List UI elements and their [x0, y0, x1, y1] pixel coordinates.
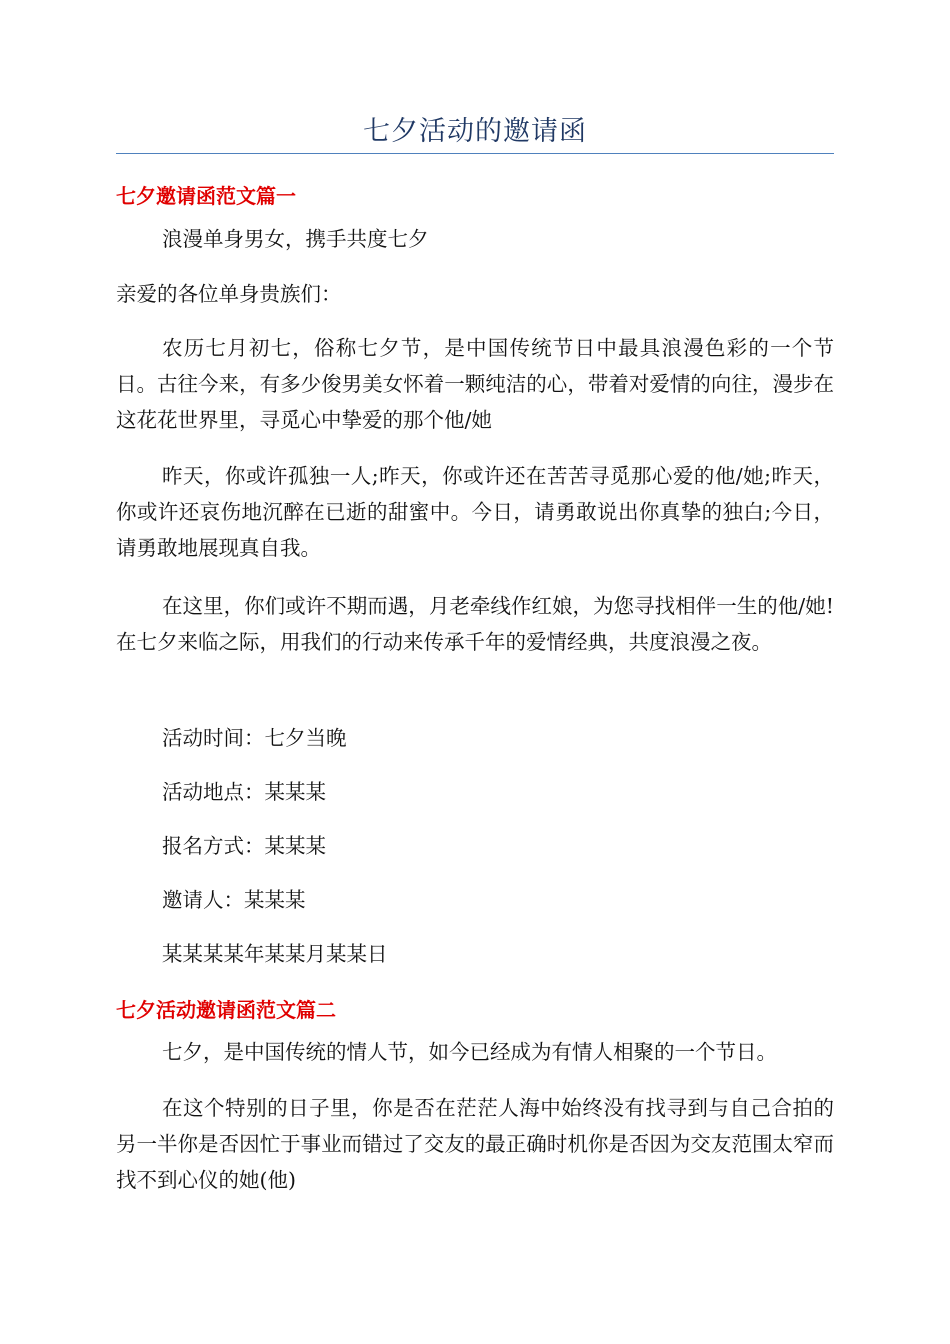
section2-paragraph-2: 在这个特别的日子里，你是否在茫茫人海中始终没有找寻到与自己合拍的另一半你是否因忙于事业而错过了交友的最正确时机你是否因为交友范围太窄而找不到心仪的她(他): [116, 1096, 834, 1192]
event-time: 活动时间：七夕当晚: [162, 726, 347, 750]
section-heading-2: 七夕活动邀请函范文篇二: [116, 998, 336, 1022]
section2-paragraph-1: 七夕，是中国传统的情人节，如今已经成为有情人相聚的一个节日。: [162, 1040, 777, 1064]
body-paragraph-3: 在这里，你们或许不期而遇，月老牵线作红娘，为您寻找相伴一生的他/她!在七夕来临之际，用我们的行动来传承千年的爱情经典，共度浪漫之夜。: [116, 594, 834, 654]
inviter-line: 邀请人：某某某: [162, 888, 306, 912]
document-title: 七夕活动的邀请函: [363, 116, 587, 147]
body-paragraph-1: 农历七月初七，俗称七夕节，是中国传统节日中最具浪漫色彩的一个节日。古往今来，有多少俊男美女怀着一颗纯洁的心，带着对爱情的向往，漫步在这花花世界里，寻觅心中挚爱的那个他/她: [116, 336, 834, 432]
date-line: 某某某某年某某月某某日: [162, 942, 388, 966]
event-place: 活动地点：某某某: [162, 780, 326, 804]
body-paragraph-2: 昨天，你或许孤独一人;昨天，你或许还在苦苦寻觅那心爱的他/她;昨天，你或许还哀伤地沉醉在已逝的甜蜜中。今日，请勇敢说出你真挚的独白;今日，请勇敢地展现真自我。: [116, 464, 834, 560]
event-signup: 报名方式：某某某: [162, 834, 326, 858]
section-heading-1: 七夕邀请函范文篇一: [116, 184, 296, 208]
slogan-paragraph: 浪漫单身男女，携手共度七夕: [162, 227, 429, 251]
title-divider: [116, 153, 834, 154]
salutation-paragraph: 亲爱的各位单身贵族们：: [116, 282, 342, 306]
